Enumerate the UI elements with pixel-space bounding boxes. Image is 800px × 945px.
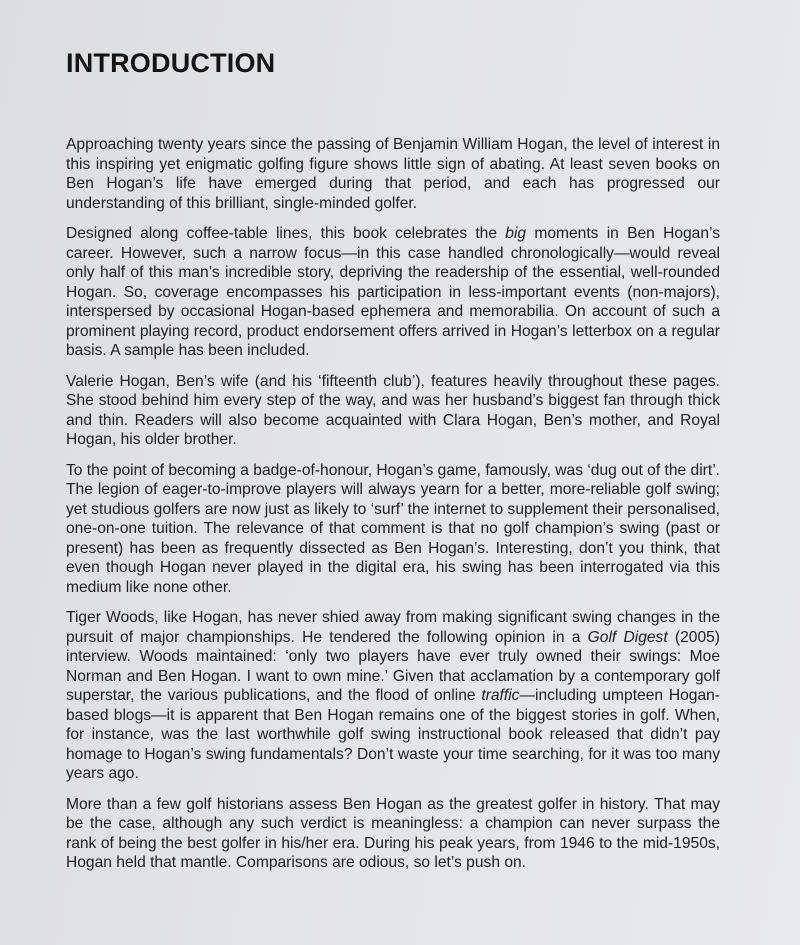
paragraph-1 bbox=[66, 135, 720, 213]
text-segment: —including umpteen Hogan-based blogs—it is apparent that Ben Hogan remains one of the biggest stories in golf. When, for instance, was the last worthwhile golf swing instructional book released that didn’t pay homage to Hogan’s swing fundamentals? Don’t waste your time searching, for it was too many years ago. bbox=[66, 687, 721, 782]
text-segment: To the point of becoming a badge-of-honour, Hogan’s game, famously, was ‘dug out of the dirt’. The legion of eager-to-improve players will always yearn for a better, more-reliable golf swing; yet studious golfers are now just as likely to ‘surf’ the internet to supplement their personalised, one-on-one tuition. The relevance of that comment is that no golf champion’s swing (past or present) has been as frequently dissected as Ben Hogan’s. Interesting, don’t you think, that even though Hogan never played in the digital era, his swing has been interrogated via this medium like none other. bbox=[66, 461, 720, 596]
text-segment: More than a few golf historians assess Ben Hogan as the greatest golfer in history. That may be the case, although any such verdict is meaningless: a champion can never surpass the rank of being the best golfer in his/her era. During his peak years, from 1946 to the mid-1950s, Hogan held that mantle. Comparisons are odious, so let’s push on. bbox=[66, 795, 720, 871]
paragraph-5 bbox=[66, 608, 720, 784]
paragraph-3 bbox=[66, 372, 720, 450]
italic-phrase: traffic bbox=[481, 687, 520, 704]
italic-phrase: Golf Digest bbox=[587, 628, 668, 646]
text-segment: Tiger Woods, like Hogan, has never shied away from making significant swing changes in the pursuit of major championships. He tendered the following opinion in a bbox=[66, 609, 720, 646]
paragraph-4 bbox=[66, 461, 720, 598]
text-segment: Valerie Hogan, Ben’s wife (and his ‘fifteenth club’), features heavily throughout these pages. She stood behind him every step of the way, and was her husband’s biggest fan through thick and thin. Readers will also become acquainted with Clara Hogan, Ben’s mother, and Royal Hogan, his older brother. bbox=[66, 372, 720, 448]
body-text bbox=[66, 135, 720, 873]
page-title: INTRODUCTION bbox=[66, 48, 276, 78]
text-segment: Designed along coffee-table lines, this book celebrates the bbox=[66, 225, 506, 242]
text-segment: (2005) interview. Woods maintained: ‘only two players have ever truly owned their swings: Moe Norman and Ben Hogan. I want to own mine.’ Given that acclamation by a contemporary golf superstar, the various publications, and the flood of online bbox=[66, 628, 720, 704]
text-segment: moments in Ben Hogan’s career. However, such a narrow focus—in this case handled chronologically—would reveal only half of this man’s incredible story, depriving the readership of the essential, well-rounded Hogan. So, coverage encompasses his participation in less-important events (non-majors), interspersed by occasional Hogan-based ephemera and memorabilia. On account of such a prominent playing record, product endorsement offers arrived in Hogan’s letterbox on a regular basis. A sample has been included. bbox=[66, 225, 720, 359]
paragraph-6 bbox=[66, 795, 720, 873]
text-segment: Approaching twenty years since the passing of Benjamin William Hogan, the level of interest in this inspiring yet enigmatic golfing figure shows little sign of abating. At least seven books on Ben Hogan’s life have emerged during that period, and each has progressed our understanding of this brilliant, single-minded golfer. bbox=[66, 136, 720, 212]
paragraph-2 bbox=[66, 224, 720, 361]
italic-phrase: big bbox=[505, 225, 527, 242]
